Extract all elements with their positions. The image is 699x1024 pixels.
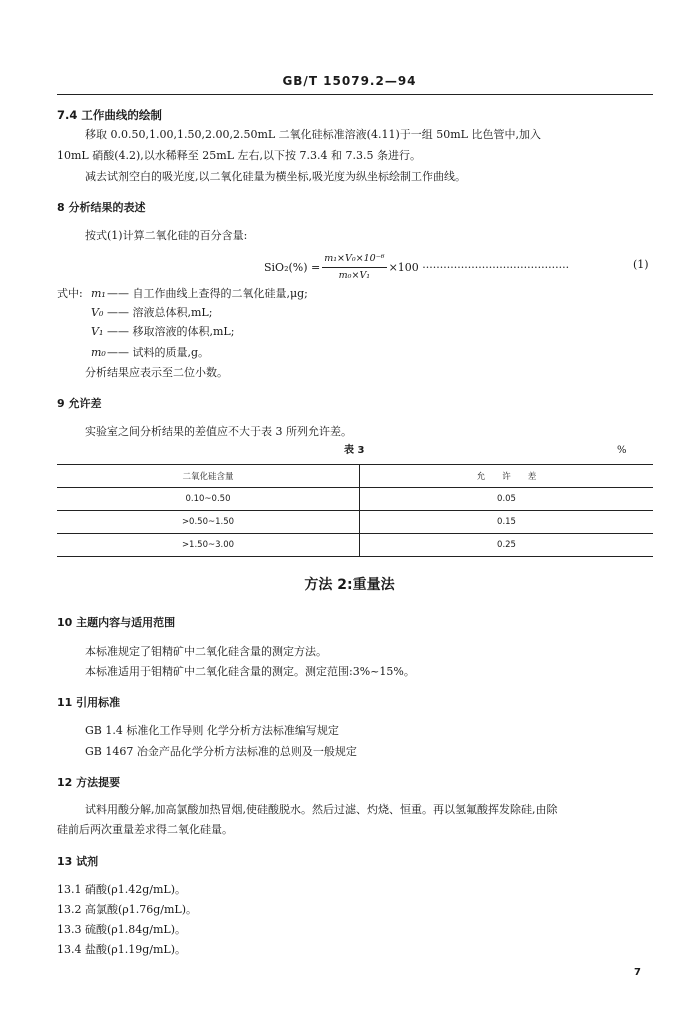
s10-para1: 本标准规定了钼精矿中二氧化硅含量的测定方法。 — [85, 645, 327, 658]
table-row — [57, 534, 653, 557]
var-v0-desc: —— 溶液总体积,mL; — [107, 306, 213, 319]
section-10-title: 10 主题内容与适用范围 — [57, 616, 176, 629]
formula-fraction — [322, 252, 386, 283]
tolerance-table — [57, 464, 653, 557]
section-8-title: 8 分析结果的表述 — [57, 201, 146, 214]
formula-rhs: ×100 ·········································· — [388, 260, 570, 274]
section-13-title: 13 试剂 — [57, 855, 99, 868]
table-header-row — [57, 465, 653, 488]
table-row — [57, 511, 653, 534]
table-cell-tolerance: 0.15 — [497, 517, 516, 527]
s7-4-para-line1: 移取 0.0.50,1.00,1.50,2.00,2.50mL 二氧化硅标准溶液(4.11)于一组 50mL 比色管中,加入 — [85, 128, 541, 141]
reagent-13-4: 13.4 盐酸(ρ1.19g/mL)。 — [57, 943, 187, 956]
formula-lhs: SiO₂(%) = — [264, 260, 321, 274]
s9-text: 实验室之间分析结果的差值应不大于表 3 所列允许差。 — [85, 425, 352, 438]
table-3-unit: % — [617, 445, 627, 456]
var-m0-symbol: m₀ — [91, 346, 106, 359]
header-sio2-content: 二氧化硅含量 — [57, 465, 360, 488]
formula-denominator: m₀×V₁ — [338, 270, 371, 281]
var-v1-symbol: V₁ — [91, 325, 104, 338]
formula-1 — [264, 252, 569, 283]
formula-numerator: m₁×V₀×10⁻⁶ — [322, 252, 386, 268]
var-m1-symbol: m₁ — [91, 287, 106, 300]
section-12-title: 12 方法提要 — [57, 776, 121, 789]
table-3-title: 表 3 — [344, 445, 365, 456]
standard-header: GB/T 15079.2—94 — [282, 74, 417, 88]
s7-4-para-line2: 10mL 硝酸(4.2),以水稀释至 25mL 左右,以下按 7.3.4 和 7.3.5 条进行。 — [57, 149, 421, 162]
where-prefix: 式中: — [57, 287, 83, 300]
reagent-13-2: 13.2 高氯酸(ρ1.76g/mL)。 — [57, 903, 198, 916]
var-v1-desc: —— 移取溶液的体积,mL; — [107, 325, 235, 338]
section-9-title: 9 允许差 — [57, 397, 102, 410]
table-row — [57, 488, 653, 511]
table-cell-tolerance: 0.05 — [497, 494, 516, 504]
header-rule — [57, 94, 653, 95]
method-2-heading: 方法 2:重量法 — [304, 577, 395, 593]
header-tolerance: 允 许 差 — [476, 472, 537, 482]
var-v0-symbol: V₀ — [91, 306, 104, 319]
table-cell-range: >0.50~1.50 — [57, 511, 360, 534]
formula-number: (1) — [633, 258, 649, 271]
var-m0-desc: —— 试料的质量,g。 — [107, 346, 210, 359]
reagent-13-1: 13.1 硝酸(ρ1.42g/mL)。 — [57, 883, 187, 896]
reference-gb-1-4: GB 1.4 标准化工作导则 化学分析方法标准编写规定 — [85, 724, 339, 737]
s10-para2: 本标准适用于钼精矿中二氧化硅含量的测定。测定范围:3%~15%。 — [85, 665, 415, 678]
s8-intro: 按式(1)计算二氧化硅的百分含量: — [85, 229, 248, 242]
page-number: 7 — [634, 967, 641, 978]
var-m1-desc: —— 自工作曲线上查得的二氧化硅量,μg; — [107, 287, 308, 300]
section-11-title: 11 引用标准 — [57, 696, 121, 709]
section-7-4-title: 7.4 工作曲线的绘制 — [57, 108, 162, 122]
s12-line2: 硅前后两次重量差求得二氧化硅量。 — [57, 823, 233, 836]
s12-line1: 试料用酸分解,加高氯酸加热冒烟,使硅酸脱水。然后过滤、灼烧、恒重。再以氢氟酸挥发除硅,由除 — [85, 803, 558, 816]
s7-4-para2: 减去试剂空白的吸光度,以二氧化硅量为横坐标,吸光度为纵坐标绘制工作曲线。 — [85, 170, 466, 183]
reagent-13-3: 13.3 硫酸(ρ1.84g/mL)。 — [57, 923, 187, 936]
table-cell-range: >1.50~3.00 — [57, 534, 360, 557]
table-cell-range: 0.10~0.50 — [57, 488, 360, 511]
table-cell-tolerance: 0.25 — [497, 540, 516, 550]
reference-gb-1467: GB 1467 冶金产品化学分析方法标准的总则及一般规定 — [85, 745, 357, 758]
s8-note: 分析结果应表示至二位小数。 — [85, 366, 228, 379]
